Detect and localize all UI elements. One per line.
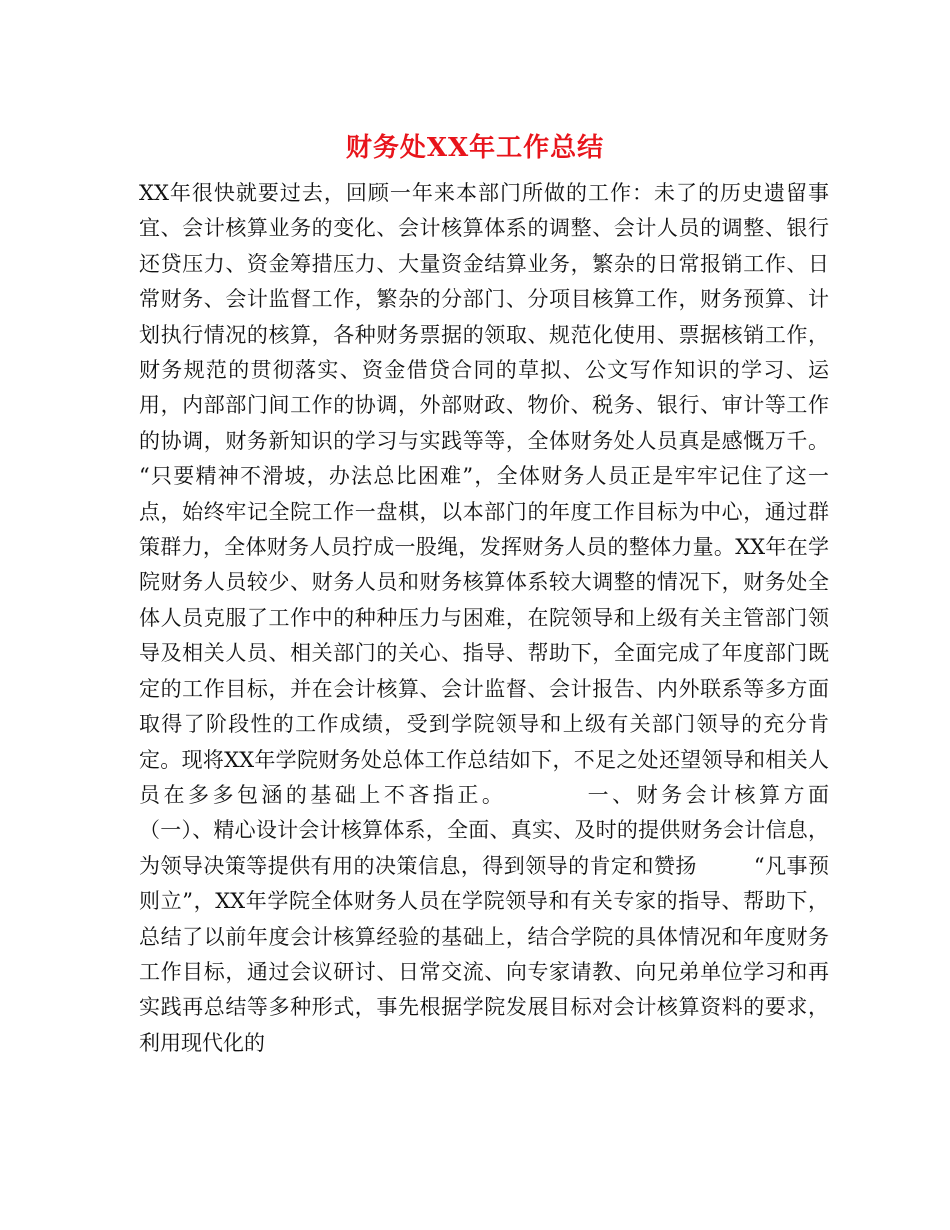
document-title: 财务处XX年工作总结	[345, 133, 605, 163]
document-body: XX年很快就要过去，回顾一年来本部门所做的工作：未了的历史遗留事宜、会计核算业务的变化、会计核算体系的调整、会计人员的调整、银行还贷压力、资金筹措压力、大量资金结算业务，繁杂的日常报销工作、日常财务、会计监督工作，繁杂的分部门、分项目核算工作，财务预算、计划执行情况的核算，各种财务票据的领取、规范化使用、票据核销工作，财务规范的贯彻落实、资金借贷合同的草拟、公文写作知识的学习、运用，内部部门间工作的协调，外部财政、物价、税务、银行、审计等工作的协调，财务新知识的学习与实践等等，全体财务处人员真是感慨万千。 “只要精神不滑坡，办法总比困难”，全体财务人员正是牢牢记住了这一点，始终牢记全院工作一盘棋，以本部门的年度工作目标为中心，通过群策群力，全体财务人员拧成一股绳，发挥财务人员的整体力量。XX年在学院财务人员较少、财务人员和财务核算体系较大调整的情况下，财务处全体人员克服了工作中的种种压力与困难，在院领导和上级有关主管部门领导及相关人员、相关部门的关心、指导、帮助下，全面完成了年度部门既定的工作目标，并在会计核算、会计监督、会计报告、内外联系等多方面取得了阶段性的工作成绩，受到学院领导和上级有关部门领导的充分肯定。现将XX年学院财务处总体工作总结如下，不足之处还望领导和相关人员在多多包涵的基础上不吝指正。 一、财务会计核算方面 （一）、精心设计会计核算体系，全面、真实、及时的提供财务会计信息，为领导决策等提供有用的决策信息，得到领导的肯定和赞扬 “凡事预则立”，XX年学院全体财务人员在学院领导和有关专家的指导、帮助下，总结了以前年度会计核算经验的基础上，结合学院的具体情况和年度财务工作目标，通过会议研讨、日常交流、向专家请教、向兄弟单位学习和再实践再总结等多种形式，事先根据学院发展目标对会计核算资料的要求，利用现代化的	[139, 181, 883, 1055]
